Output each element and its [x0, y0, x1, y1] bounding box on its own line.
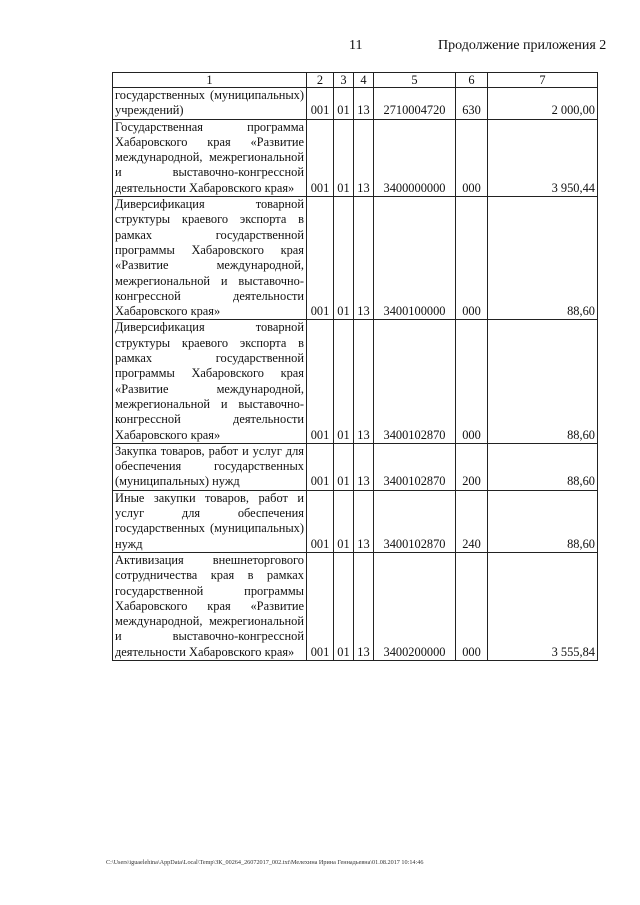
row-code-cell: 001 [307, 552, 334, 660]
row-code-cell: 3400102870 [374, 320, 456, 443]
continuation-title: Продолжение приложения 2 [438, 38, 607, 53]
column-header: 6 [456, 73, 488, 88]
row-code-cell: 200 [456, 443, 488, 490]
row-code-cell: 13 [354, 490, 374, 552]
row-code-cell: 3400000000 [374, 119, 456, 196]
table-row [113, 443, 598, 490]
row-code-cell: 000 [456, 320, 488, 443]
table-row [113, 88, 598, 120]
row-code-cell: 001 [307, 490, 334, 552]
column-header: 5 [374, 73, 456, 88]
row-code-cell: 3400200000 [374, 552, 456, 660]
row-name-cell: Иные закупки товаров, работ и услуг для обеспечения государственных (муниципальных) нужд [113, 490, 307, 552]
row-sum-cell: 88,60 [488, 443, 598, 490]
row-sum-cell: 88,60 [488, 197, 598, 320]
row-code-cell: 01 [334, 320, 354, 443]
row-code-cell: 3400100000 [374, 197, 456, 320]
row-code-cell: 001 [307, 88, 334, 120]
table-row [113, 552, 598, 660]
row-code-cell: 13 [354, 197, 374, 320]
row-code-cell: 13 [354, 443, 374, 490]
row-code-cell: 001 [307, 443, 334, 490]
row-code-cell: 01 [334, 119, 354, 196]
row-code-cell: 240 [456, 490, 488, 552]
row-code-cell: 000 [456, 197, 488, 320]
row-name-cell: Закупка товаров, работ и услуг для обеспечения государственных (муниципальных) нужд [113, 443, 307, 490]
row-code-cell: 3400102870 [374, 443, 456, 490]
row-code-cell: 01 [334, 443, 354, 490]
row-sum-cell: 88,60 [488, 490, 598, 552]
row-code-cell: 01 [334, 197, 354, 320]
row-sum-cell: 3 950,44 [488, 119, 598, 196]
row-sum-cell: 88,60 [488, 320, 598, 443]
row-code-cell: 13 [354, 119, 374, 196]
column-header: 1 [113, 73, 307, 88]
row-code-cell: 001 [307, 197, 334, 320]
column-header: 7 [488, 73, 598, 88]
row-code-cell: 13 [354, 88, 374, 120]
row-code-cell: 000 [456, 119, 488, 196]
table-row [113, 320, 598, 443]
row-code-cell: 01 [334, 552, 354, 660]
row-code-cell: 2710004720 [374, 88, 456, 120]
table-header-row [113, 73, 598, 88]
row-sum-cell: 2 000,00 [488, 88, 598, 120]
row-code-cell: 000 [456, 552, 488, 660]
row-code-cell: 630 [456, 88, 488, 120]
column-header: 4 [354, 73, 374, 88]
column-header: 2 [307, 73, 334, 88]
row-name-cell: Диверсификация товарной структуры краевого экспорта в рамках государственной программы Хабаровского края «Развитие международной, межрегиональной и выставочно-конгрессной деятельности Хабаровского края» [113, 320, 307, 443]
budget-table [112, 72, 598, 661]
row-code-cell: 01 [334, 490, 354, 552]
table-row [113, 490, 598, 552]
row-name-cell: государственных (муниципальных) учреждений) [113, 88, 307, 120]
row-name-cell: Диверсификация товарной структуры краевого экспорта в рамках государственной программы Хабаровского края «Развитие международной, межрегиональной и выставочно-конгрессной деятельности Хабаровского края» [113, 197, 307, 320]
row-sum-cell: 3 555,84 [488, 552, 598, 660]
row-code-cell: 13 [354, 552, 374, 660]
row-code-cell: 001 [307, 320, 334, 443]
row-code-cell: 01 [334, 88, 354, 120]
row-code-cell: 001 [307, 119, 334, 196]
row-code-cell: 13 [354, 320, 374, 443]
row-name-cell: Государственная программа Хабаровского края «Развитие международной, межрегиональной и выставочно-конгрессной деятельности Хабаровского края» [113, 119, 307, 196]
row-code-cell: 3400102870 [374, 490, 456, 552]
column-header: 3 [334, 73, 354, 88]
file-path-footer: C:\Users\iguaelehina\AppData\Local\Temp\ЗК_00264_26072017_002.txt\Мелехина Ирина Геннадьевна\01.08.2017 10:14:46 [106, 859, 424, 866]
table-row [113, 119, 598, 196]
page-number: 11 [349, 38, 363, 53]
table-row [113, 197, 598, 320]
row-name-cell: Активизация внешнеторгового сотрудничества края в рамках государственной программы Хабаровского края «Развитие международной, межрегиональной и выставочно-конгрессной деятельности Хабаровского края» [113, 552, 307, 660]
